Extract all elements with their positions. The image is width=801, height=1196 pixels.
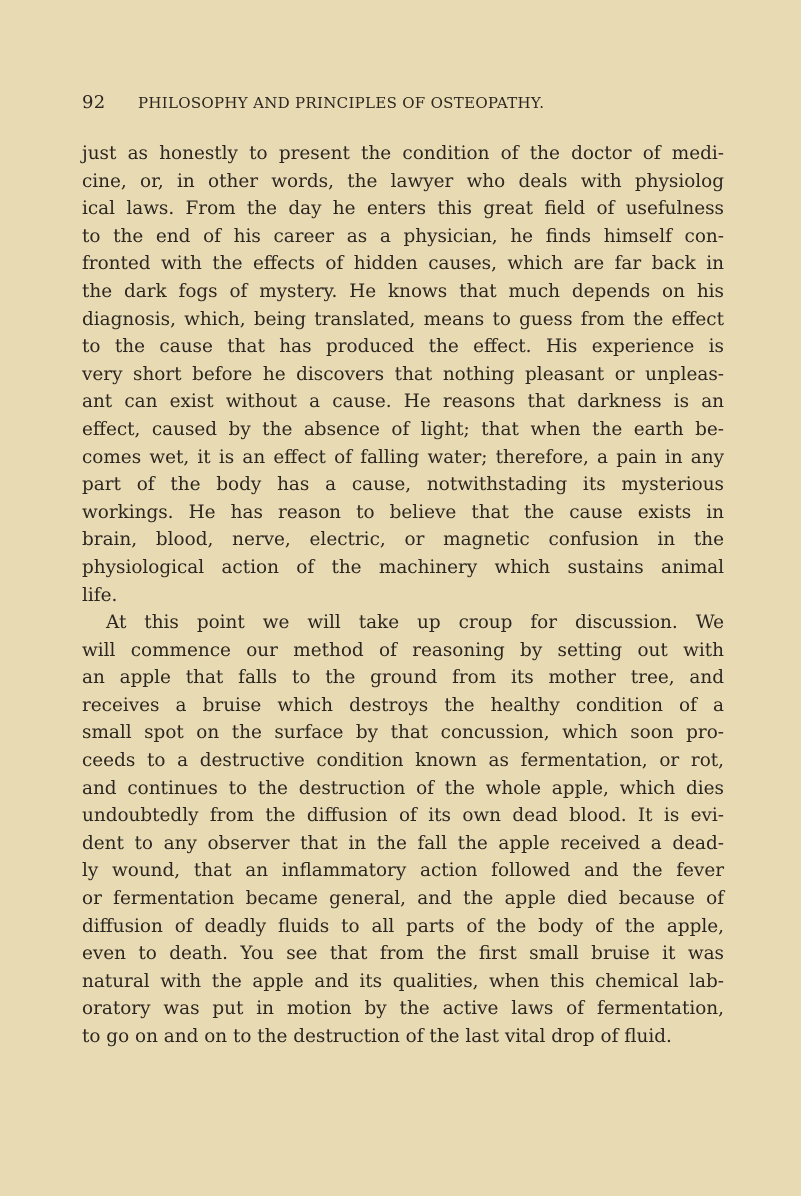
text-line: undoubtedly from the diffusion of its own dead blood. It is evi- xyxy=(82,805,724,827)
text-line: very short before he discovers that nothing pleasant or unpleas- xyxy=(82,363,724,385)
text-line: and continues to the destruction of the whole apple, which dies xyxy=(82,777,724,799)
text-line: ant can exist without a cause. He reasons that darkness is an xyxy=(82,391,724,413)
text-line: to the end of his career as a physician, he finds himself con- xyxy=(82,225,724,247)
text-line: even to death. You see that from the first small bruise it was xyxy=(82,943,724,965)
text-line: cine, or, in other words, the lawyer who deals with physiolog xyxy=(82,170,724,192)
text-line: comes wet, it is an effect of falling water; therefore, a pain in any xyxy=(82,446,724,468)
text-line: an apple that falls to the ground from its mother tree, and xyxy=(82,667,724,689)
text-line: physiological action of the machinery which sustains animal xyxy=(82,556,724,578)
text-line: or fermentation became general, and the apple died because of xyxy=(82,888,724,910)
text-line: ceeds to a destructive condition known as fermentation, or rot, xyxy=(82,750,724,772)
text-line: ical laws. From the day he enters this great field of usefulness xyxy=(82,198,724,220)
text-line: life. xyxy=(82,584,118,606)
running-title: PHILOSOPHY AND PRINCIPLES OF OSTEOPATHY. xyxy=(138,94,545,112)
body-text xyxy=(82,140,724,1051)
text-line: part of the body has a cause, notwithstading its mysterious xyxy=(82,474,724,496)
text-line: ly wound, that an inflammatory action followed and the fever xyxy=(82,860,724,882)
text-line: to the cause that has produced the effect. His experience is xyxy=(82,336,724,358)
text-line: oratory was put in motion by the active laws of fermentation, xyxy=(82,998,724,1020)
text-line: to go on and on to the destruction of the last vital drop of fluid. xyxy=(82,1026,672,1047)
text-line: dent to any observer that in the fall the apple received a dead- xyxy=(82,832,724,854)
text-line: just as honestly to present the condition of the doctor of medi- xyxy=(82,143,724,164)
text-line: natural with the apple and its qualities, when this chemical lab- xyxy=(82,970,724,992)
text-line: the dark fogs of mystery. He knows that much depends on his xyxy=(82,280,724,302)
text-line: fronted with the effects of hidden causes, which are far back in xyxy=(82,253,724,275)
page-number: 92 xyxy=(82,92,106,113)
text-line: small spot on the surface by that concussion, which soon pro- xyxy=(82,722,724,744)
text-line: effect, caused by the absence of light; that when the earth be- xyxy=(82,418,724,440)
text-line: receives a bruise which destroys the healthy condition of a xyxy=(82,694,724,716)
text-line: will commence our method of reasoning by setting out with xyxy=(82,639,724,661)
text-line: workings. He has reason to believe that the cause exists in xyxy=(82,501,724,523)
text-line: brain, blood, nerve, electric, or magnetic confusion in the xyxy=(82,529,724,551)
text-line: diagnosis, which, being translated, means to guess from the effect xyxy=(82,308,724,330)
running-header xyxy=(82,92,722,113)
text-line: diffusion of deadly fluids to all parts of the body of the apple, xyxy=(82,915,724,937)
text-line: At this point we will take up croup for discussion. We xyxy=(106,612,724,634)
